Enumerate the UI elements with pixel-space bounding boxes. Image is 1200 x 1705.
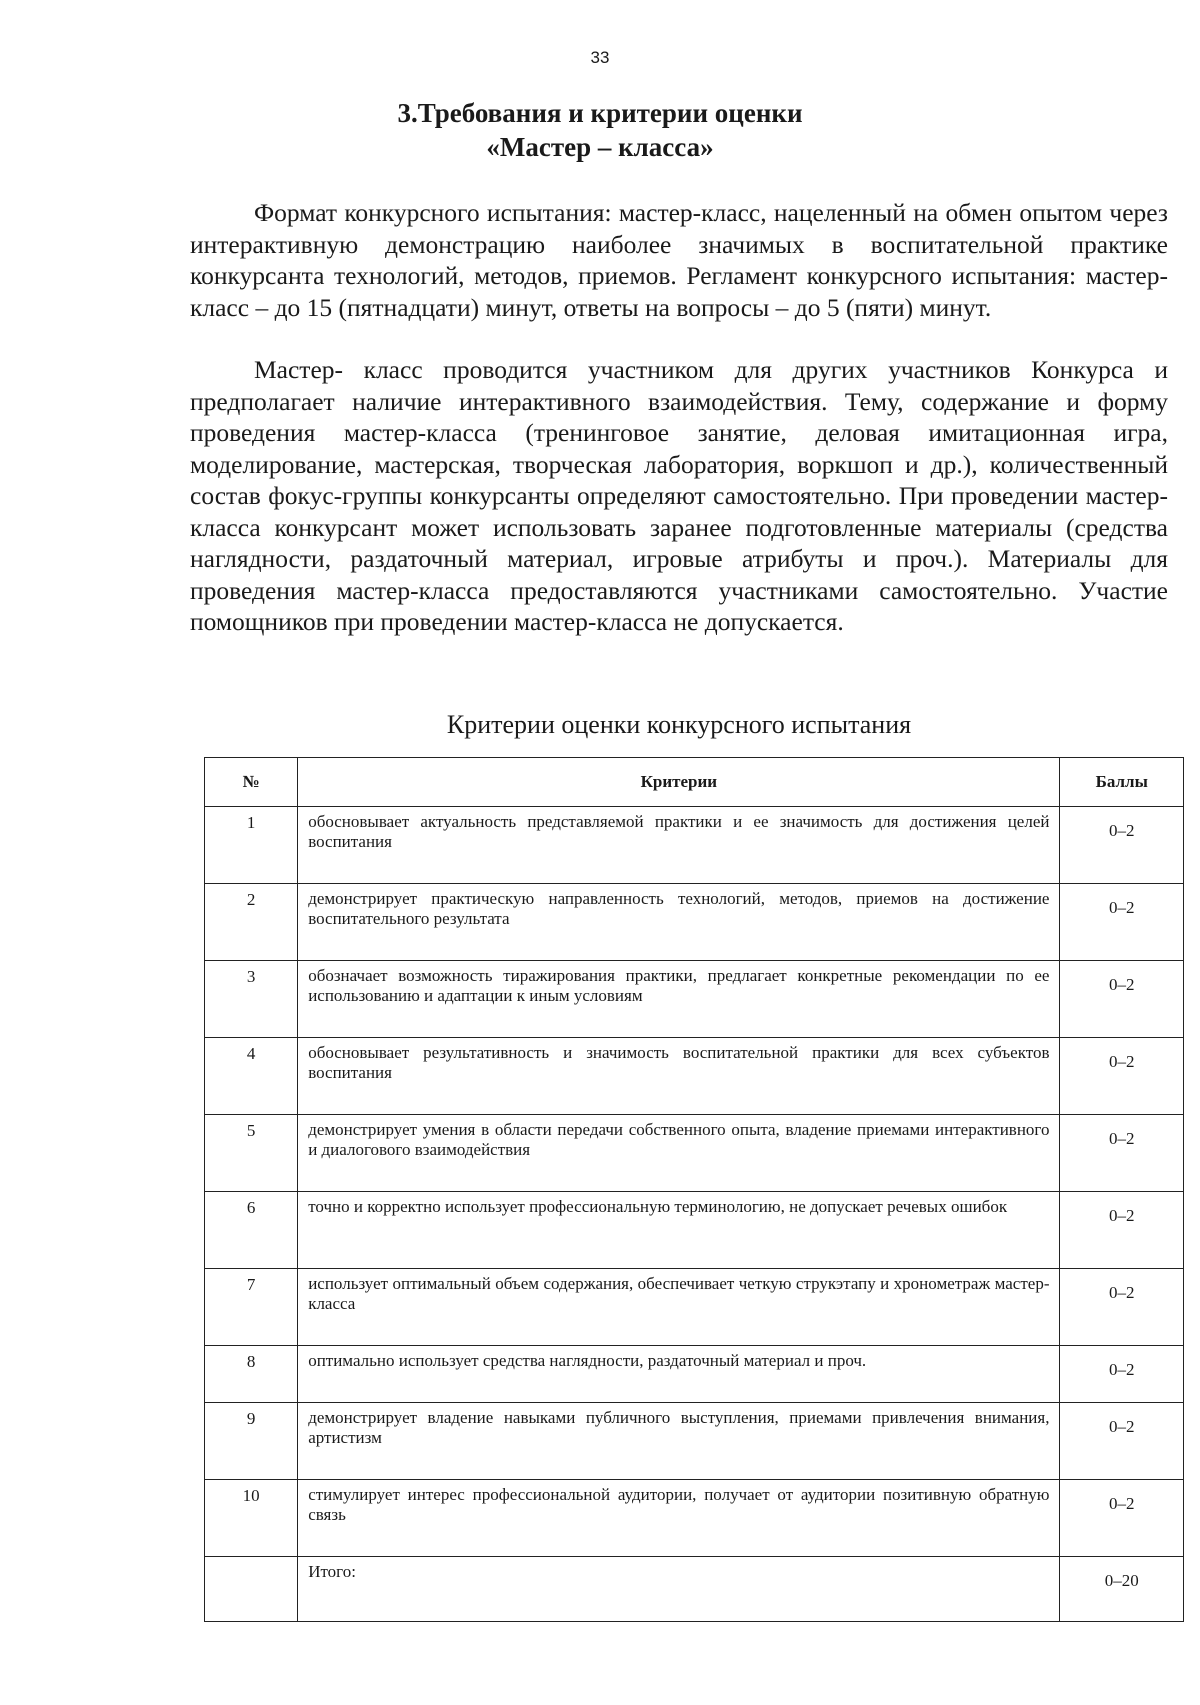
row-num: 9 [205, 1403, 298, 1480]
table-header-row [205, 758, 1184, 807]
row-num: 10 [205, 1480, 298, 1557]
row-num: 5 [205, 1115, 298, 1192]
row-score: 0–2 [1060, 807, 1184, 884]
section-title-line1: 3.Требования и критерии оценки [397, 98, 803, 128]
section-title-line2: «Мастер – класса» [486, 132, 714, 162]
total-score: 0–20 [1060, 1557, 1184, 1622]
row-num: 6 [205, 1192, 298, 1269]
row-criteria: стимулирует интерес профессиональной аудитории, получает от аудитории позитивную обратную связь [298, 1480, 1060, 1557]
row-criteria: демонстрирует умения в области передачи собственного опыта, владение приемами интерактивного и диалогового взаимодействия [298, 1115, 1060, 1192]
total-num [205, 1557, 298, 1622]
row-criteria: точно и корректно использует профессиональную терминологию, не допускает речевых ошибок [298, 1192, 1060, 1269]
row-score: 0–2 [1060, 1269, 1184, 1346]
header-score: Баллы [1060, 758, 1184, 807]
paragraph-masterclass-text: Мастер- класс проводится участником для других участников Конкурса и предполагает наличие интерактивного взаимодействия. Тему, содержание и форму проведения мастер-класса (тренинговое занятие, деловая имитационная игра, моделирование, мастерская, творческая лаборатория, воркшоп и др.), количественный состав фокус-группы конкурсанты определяют самостоятельно. При проведении мастер-класса конкурсант может использовать заранее подготовленные материалы (средства наглядности, раздаточный материал, игровые атрибуты и проч.). Материалы для проведения мастер-класса предоставляются участниками самостоятельно. Участие помощников при проведении мастер-класса не допускается. [190, 355, 1168, 636]
row-score: 0–2 [1060, 1192, 1184, 1269]
table-row [205, 1038, 1184, 1115]
table-row [205, 1403, 1184, 1480]
table-row [205, 1269, 1184, 1346]
row-score: 0–2 [1060, 1038, 1184, 1115]
row-score: 0–2 [1060, 961, 1184, 1038]
paragraph-masterclass [190, 354, 1168, 638]
header-criteria: Критерии [298, 758, 1060, 807]
header-num: № [205, 758, 298, 807]
table-row [205, 961, 1184, 1038]
row-score: 0–2 [1060, 884, 1184, 961]
table-row [205, 1346, 1184, 1403]
paragraph-format [190, 197, 1168, 323]
row-num: 7 [205, 1269, 298, 1346]
row-criteria: обосновывает актуальность представляемой практики и ее значимость для достижения целей воспитания [298, 807, 1060, 884]
row-criteria: демонстрирует практическую направленность технологий, методов, приемов на достижение воспитательного результата [298, 884, 1060, 961]
total-label: Итого: [298, 1557, 1060, 1622]
row-num: 2 [205, 884, 298, 961]
table-row [205, 884, 1184, 961]
section-title [0, 96, 1200, 164]
table-total-row [205, 1557, 1184, 1622]
row-criteria: демонстрирует владение навыками публичного выступления, приемами привлечения внимания, артистизм [298, 1403, 1060, 1480]
row-score: 0–2 [1060, 1480, 1184, 1557]
row-score: 0–2 [1060, 1403, 1184, 1480]
row-score: 0–2 [1060, 1346, 1184, 1403]
row-num: 4 [205, 1038, 298, 1115]
row-num: 8 [205, 1346, 298, 1403]
row-criteria: обосновывает результативность и значимость воспитательной практики для всех субъектов воспитания [298, 1038, 1060, 1115]
row-num: 1 [205, 807, 298, 884]
page-number: 33 [590, 48, 610, 67]
row-criteria: использует оптимальный объем содержания, обеспечивает четкую струкэтапу и хронометраж мастер-класса [298, 1269, 1060, 1346]
table-row [205, 1115, 1184, 1192]
table-row [205, 1192, 1184, 1269]
table-row [205, 807, 1184, 884]
row-criteria: оптимально использует средства наглядности, раздаточный материал и проч. [298, 1346, 1060, 1403]
row-num: 3 [205, 961, 298, 1038]
criteria-table [204, 757, 1184, 1622]
paragraph-format-text: Формат конкурсного испытания: мастер-класс, нацеленный на обмен опытом через интерактивную демонстрацию наиболее значимых в воспитательной практике конкурсанта технологий, методов, приемов. Регламент конкурсного испытания: мастер-класс – до 15 (пятнадцати) минут, ответы на вопросы – до 5 (пяти) минут. [190, 198, 1168, 322]
row-score: 0–2 [1060, 1115, 1184, 1192]
table-caption: Критерии оценки конкурсного испытания [446, 710, 912, 739]
row-criteria: обозначает возможность тиражирования практики, предлагает конкретные рекомендации по ее использованию и адаптации к иным условиям [298, 961, 1060, 1038]
table-row [205, 1480, 1184, 1557]
